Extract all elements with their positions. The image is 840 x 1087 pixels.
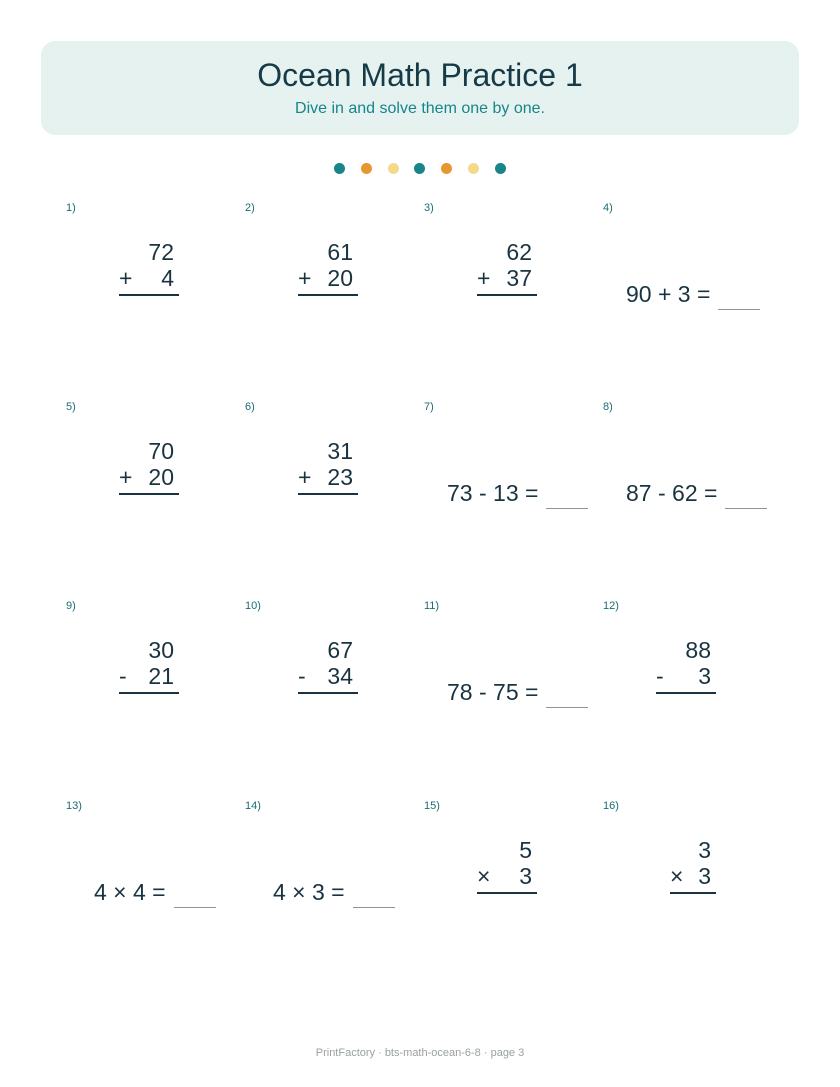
top-operand: 61 bbox=[327, 239, 353, 265]
top-operand: 70 bbox=[148, 438, 174, 464]
operator: + bbox=[119, 265, 133, 291]
answer-blank[interactable] bbox=[725, 488, 767, 509]
equation-text: 4 × 3 = bbox=[273, 879, 345, 905]
problem-number: 12) bbox=[603, 600, 619, 612]
equation-text: 4 × 4 = bbox=[94, 879, 166, 905]
operator: + bbox=[298, 265, 312, 291]
bottom-row bbox=[670, 863, 716, 894]
horizontal-equation bbox=[94, 879, 216, 908]
vertical-equation bbox=[119, 239, 179, 296]
horizontal-equation bbox=[626, 281, 760, 310]
problem bbox=[399, 401, 579, 601]
problem bbox=[578, 401, 758, 601]
vertical-equation bbox=[477, 837, 537, 894]
problem bbox=[578, 800, 758, 1000]
page-title: Ocean Math Practice 1 bbox=[257, 57, 583, 93]
problem bbox=[220, 401, 400, 601]
bottom-row bbox=[656, 663, 716, 694]
top-operand: 67 bbox=[327, 637, 353, 663]
decorative-dot bbox=[495, 163, 506, 174]
bottom-operand: 21 bbox=[148, 663, 174, 689]
top-operand: 5 bbox=[519, 837, 532, 863]
bottom-operand: 23 bbox=[327, 464, 353, 490]
operator: × bbox=[670, 863, 684, 889]
bottom-row bbox=[477, 863, 537, 894]
bottom-operand: 3 bbox=[519, 863, 532, 889]
operator: - bbox=[119, 663, 127, 689]
vertical-equation bbox=[298, 637, 358, 694]
vertical-equation bbox=[298, 239, 358, 296]
problem bbox=[399, 600, 579, 800]
operator: + bbox=[298, 464, 312, 490]
page-subtitle: Dive in and solve them one by one. bbox=[295, 100, 545, 117]
problem bbox=[220, 600, 400, 800]
decorative-dots bbox=[0, 163, 840, 175]
bottom-row bbox=[477, 265, 537, 296]
vertical-equation bbox=[670, 837, 716, 894]
vertical-equation bbox=[298, 438, 358, 495]
equation-text: 87 - 62 = bbox=[626, 480, 718, 506]
horizontal-equation bbox=[447, 679, 588, 708]
problem-number: 9) bbox=[66, 600, 76, 612]
problem-number: 14) bbox=[245, 800, 261, 812]
problem-number: 1) bbox=[66, 202, 76, 214]
problem bbox=[41, 800, 221, 1000]
answer-blank[interactable] bbox=[174, 887, 216, 908]
operator: + bbox=[119, 464, 133, 490]
top-operand: 30 bbox=[148, 637, 174, 663]
bottom-row bbox=[119, 265, 179, 296]
worksheet-header bbox=[41, 41, 799, 135]
bottom-row bbox=[119, 464, 179, 495]
bottom-operand: 37 bbox=[506, 265, 532, 291]
problem bbox=[41, 600, 221, 800]
answer-blank[interactable] bbox=[353, 887, 395, 908]
problem-number: 4) bbox=[603, 202, 613, 214]
vertical-equation bbox=[119, 438, 179, 495]
horizontal-equation bbox=[626, 480, 767, 509]
equation-text: 90 + 3 = bbox=[626, 281, 711, 307]
problem-number: 3) bbox=[424, 202, 434, 214]
vertical-equation bbox=[119, 637, 179, 694]
problem-number: 6) bbox=[245, 401, 255, 413]
problem-number: 13) bbox=[66, 800, 82, 812]
problem bbox=[399, 800, 579, 1000]
bottom-operand: 3 bbox=[698, 863, 711, 889]
top-operand: 72 bbox=[148, 239, 174, 265]
problem bbox=[578, 202, 758, 402]
decorative-dot bbox=[468, 163, 479, 174]
bottom-row bbox=[119, 663, 179, 694]
operator: + bbox=[477, 265, 491, 291]
problem bbox=[578, 600, 758, 800]
problem-number: 5) bbox=[66, 401, 76, 413]
decorative-dot bbox=[361, 163, 372, 174]
equation-text: 78 - 75 = bbox=[447, 679, 539, 705]
problem-number: 16) bbox=[603, 800, 619, 812]
top-operand: 62 bbox=[506, 239, 532, 265]
bottom-operand: 34 bbox=[327, 663, 353, 689]
bottom-row bbox=[298, 265, 358, 296]
bottom-row bbox=[298, 464, 358, 495]
horizontal-equation bbox=[447, 480, 588, 509]
problem-number: 2) bbox=[245, 202, 255, 214]
operator: - bbox=[656, 663, 664, 689]
operator: × bbox=[477, 863, 491, 889]
operator: - bbox=[298, 663, 306, 689]
top-operand: 88 bbox=[685, 637, 711, 663]
problem-number: 7) bbox=[424, 401, 434, 413]
bottom-operand: 4 bbox=[161, 265, 174, 291]
vertical-equation bbox=[656, 637, 716, 694]
problem bbox=[41, 401, 221, 601]
bottom-operand: 20 bbox=[148, 464, 174, 490]
problem-number: 10) bbox=[245, 600, 261, 612]
bottom-operand: 20 bbox=[327, 265, 353, 291]
decorative-dot bbox=[388, 163, 399, 174]
decorative-dot bbox=[334, 163, 345, 174]
decorative-dot bbox=[441, 163, 452, 174]
page-footer: PrintFactory · bts-math-ocean-6-8 · page 3 bbox=[315, 1047, 525, 1059]
top-operand: 3 bbox=[698, 837, 711, 863]
decorative-dot bbox=[414, 163, 425, 174]
horizontal-equation bbox=[273, 879, 395, 908]
vertical-equation bbox=[477, 239, 537, 296]
top-operand: 31 bbox=[327, 438, 353, 464]
problem-number: 11) bbox=[424, 600, 440, 612]
equation-text: 73 - 13 = bbox=[447, 480, 539, 506]
problem bbox=[41, 202, 221, 402]
answer-blank[interactable] bbox=[718, 289, 760, 310]
bottom-row bbox=[298, 663, 358, 694]
problem-number: 15) bbox=[424, 800, 440, 812]
bottom-operand: 3 bbox=[698, 663, 711, 689]
problem bbox=[220, 800, 400, 1000]
problem bbox=[220, 202, 400, 402]
problem-number: 8) bbox=[603, 401, 613, 413]
problem bbox=[399, 202, 579, 402]
